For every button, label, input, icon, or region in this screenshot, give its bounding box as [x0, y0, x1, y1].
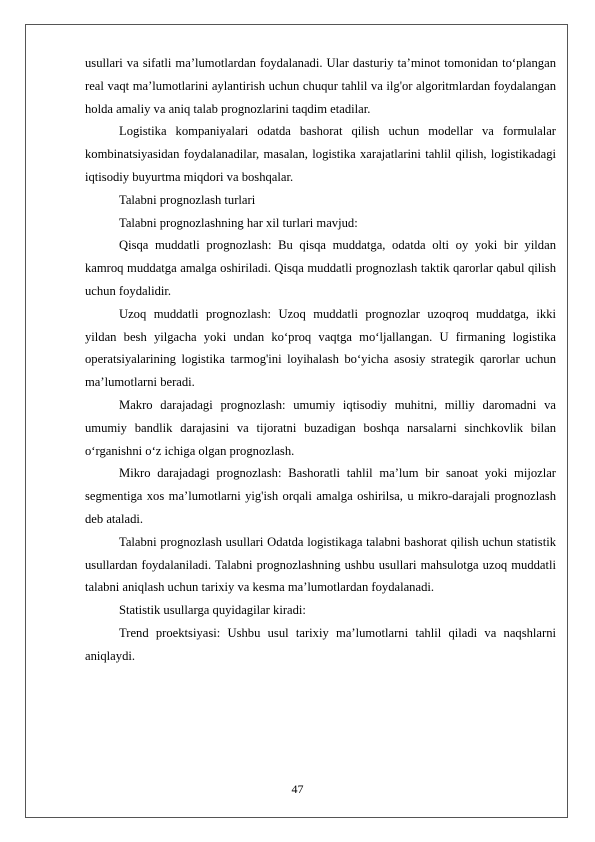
paragraph: Mikro darajadagi prognozlash: Bashoratli tahlil ma’lum bir sanoat yoki mijozlar segmentiga xos ma’lumotlarni yig'ish orqali amalga oshirilsa, u mikro-darajali prognozlash deb ataladi. — [85, 466, 556, 526]
paragraph: Statistik usullarga quyidagilar kiradi: — [119, 603, 306, 618]
paragraph-continuation: usullari va sifatli ma’lumotlardan foydalanadi. Ular dasturiy ta’minot tomonidan to‘plangan real vaqt ma’lumotlarini aylantirish uchun chuqur tahlil va ilg'or algoritmlardan foydalangan holda amaliy va aniq talab prognozlarini taqdim etadilar. — [85, 56, 556, 116]
paragraph: Makro darajadagi prognozlash: umumiy iqtisodiy muhitni, milliy daromadni va umumiy bandlik darajasini va tijoratni buzadigan boshqa narsalarni sinchkovlik bilan o‘rganishni o‘z ichiga olgan prognozlash. — [85, 397, 556, 458]
paragraph: Talabni prognozlash turlari — [119, 192, 256, 207]
page-number: 47 — [291, 782, 304, 796]
paragraph: Uzoq muddatli prognozlash: Uzoq muddatli prognozlar uzoqroq muddatga, ikki yildan besh yilgacha yoki undan ko‘proq vaqtga mo‘ljallangan. U firmaning logistika operatsiyalarining logistika tarmog'ini loyihalash bo‘yicha asosiy strategik qarorlar uchun ma’lumotlarni beradi. — [85, 306, 556, 390]
paragraph: Talabni prognozlash usullari Odatda logistikaga talabni bashorat qilish uchun statistik usullardan foydalaniladi. Talabni prognozlashning ushbu usullari mahsulotga uzoq muddatli talabni aniqlash uchun tarixiy va kesma ma’lumotlardan foydalanadi. — [85, 534, 556, 595]
paragraph: Trend proektsiyasi: Ushbu usul tarixiy ma’lumotlarni tahlil qiladi va naqshlarni aniqlaydi. — [85, 625, 556, 663]
paragraph: Talabni prognozlashning har xil turlari mavjud: — [119, 215, 358, 230]
paragraph: Logistika kompaniyalari odatda bashorat qilish uchun modellar va formulalar kombinatsiyasidan foydalanadilar, masalan, logistika xarajatlarini tahlil qilish, logistikadagi iqtisodiy buyurtma miqdori va boshqalar. — [85, 124, 556, 184]
paragraph: Qisqa muddatli prognozlash: Bu qisqa muddatga, odatda olti oy yoki bir yildan kamroq muddatga amalga oshiriladi. Qisqa muddatli prognozlash taktik qarorlar qabul qilish uchun foydalidir. — [85, 238, 556, 298]
document-body — [85, 52, 556, 668]
